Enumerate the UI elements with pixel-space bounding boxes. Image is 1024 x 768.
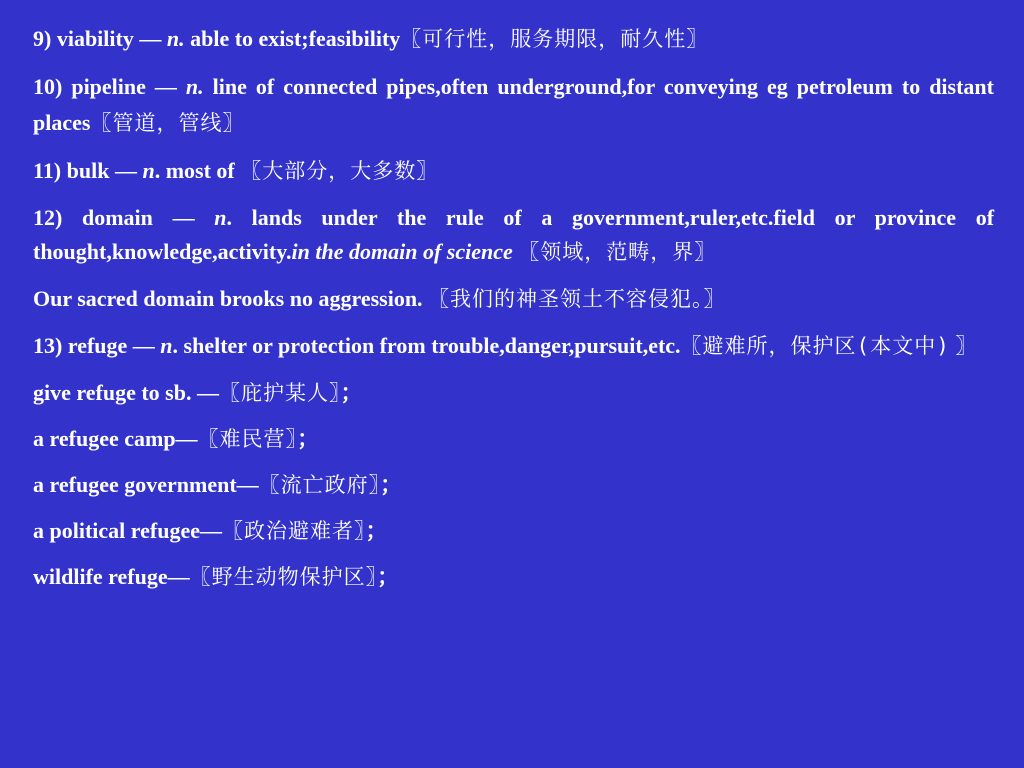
vocab-entry-viability — [33, 23, 994, 55]
part-of-speech: n — [160, 333, 173, 358]
phrase-chinese: 〖难民营〗 — [197, 427, 298, 451]
definition: . most of — [154, 158, 235, 183]
entry-dash: — — [139, 26, 162, 51]
example-sentence: Our sacred domain brooks no aggression. — [33, 286, 423, 311]
phrase-english: a political refugee— — [33, 518, 222, 543]
chinese-translation: 〖可行性，服务期限，耐久性〗 — [400, 27, 709, 51]
phrase-punct: ； — [297, 426, 320, 451]
entry-dash: — — [132, 333, 155, 358]
phrase-chinese: 〖政治避难者〗 — [222, 519, 366, 543]
definition: . lands under the rule of a government,ruler,etc.field or province of thought,knowledge,activity. — [33, 205, 995, 264]
chinese-bracket-close: 〗 — [955, 334, 978, 358]
definition: able to exist;feasibility — [190, 26, 401, 51]
phrase-english: give refuge to sb. — — [33, 380, 219, 405]
chinese-translation: 〖领域，范畴，界〗 — [518, 240, 717, 264]
vocab-entry-bulk — [33, 155, 994, 187]
phrase-chinese: 〖野生动物保护区〗 — [189, 565, 378, 589]
phrase-chinese: 〖流亡政府〗 — [258, 473, 381, 497]
phrase-punct: ； — [340, 380, 363, 405]
vocab-entry-domain — [33, 201, 994, 269]
phrase-item — [33, 561, 994, 593]
entry-number: 10) — [33, 74, 63, 99]
example-phrase: in the domain of science — [291, 239, 513, 264]
entry-number: 13) — [33, 333, 63, 358]
phrase-english: a refugee camp— — [33, 426, 198, 451]
phrase-chinese: 〖庇护某人〗 — [218, 381, 341, 405]
phrase-punct: ； — [380, 472, 403, 497]
entry-word: domain — [81, 205, 153, 230]
phrase-punct: ； — [365, 518, 388, 543]
phrase-item — [33, 469, 994, 501]
definition: line of connected pipes,often underground,for conveying eg petroleum to distant places — [33, 74, 994, 135]
chinese-translation: 〖管道，管线〗 — [90, 111, 245, 135]
part-of-speech: n — [142, 158, 155, 183]
phrase-item — [33, 515, 994, 547]
phrase-punct: ； — [377, 564, 400, 589]
entry-word: refuge — [67, 333, 128, 358]
phrase-item — [33, 423, 994, 455]
phrase-english: wildlife refuge— — [33, 564, 190, 589]
entry-dash: — — [154, 74, 177, 99]
chinese-note: (本文中) — [856, 334, 950, 358]
entry-word: pipeline — [71, 74, 146, 99]
part-of-speech: n — [214, 205, 227, 230]
part-of-speech: n. — [166, 26, 185, 51]
chinese-translation: 〖大部分，大多数〗 — [240, 159, 439, 183]
entry-dash: — — [172, 205, 195, 230]
phrase-english: a refugee government— — [33, 472, 259, 497]
part-of-speech: n. — [185, 74, 204, 99]
entry-word: viability — [56, 26, 134, 51]
example-sentence-domain — [33, 283, 994, 315]
entry-dash: — — [114, 158, 137, 183]
chinese-translation: 〖我们的神圣领土不容侵犯。〗 — [428, 287, 726, 311]
chinese-translation: 〖避难所，保护区 — [680, 334, 857, 358]
entry-number: 9) — [33, 26, 52, 51]
entry-number: 12) — [33, 205, 63, 230]
vocab-entry-refuge — [33, 329, 994, 363]
definition: . shelter or protection from trouble,danger,pursuit,etc. — [172, 333, 681, 358]
entry-word: bulk — [66, 158, 110, 183]
vocab-entry-pipeline — [33, 69, 994, 141]
entry-number: 11) — [33, 158, 62, 183]
phrase-item — [33, 377, 994, 409]
